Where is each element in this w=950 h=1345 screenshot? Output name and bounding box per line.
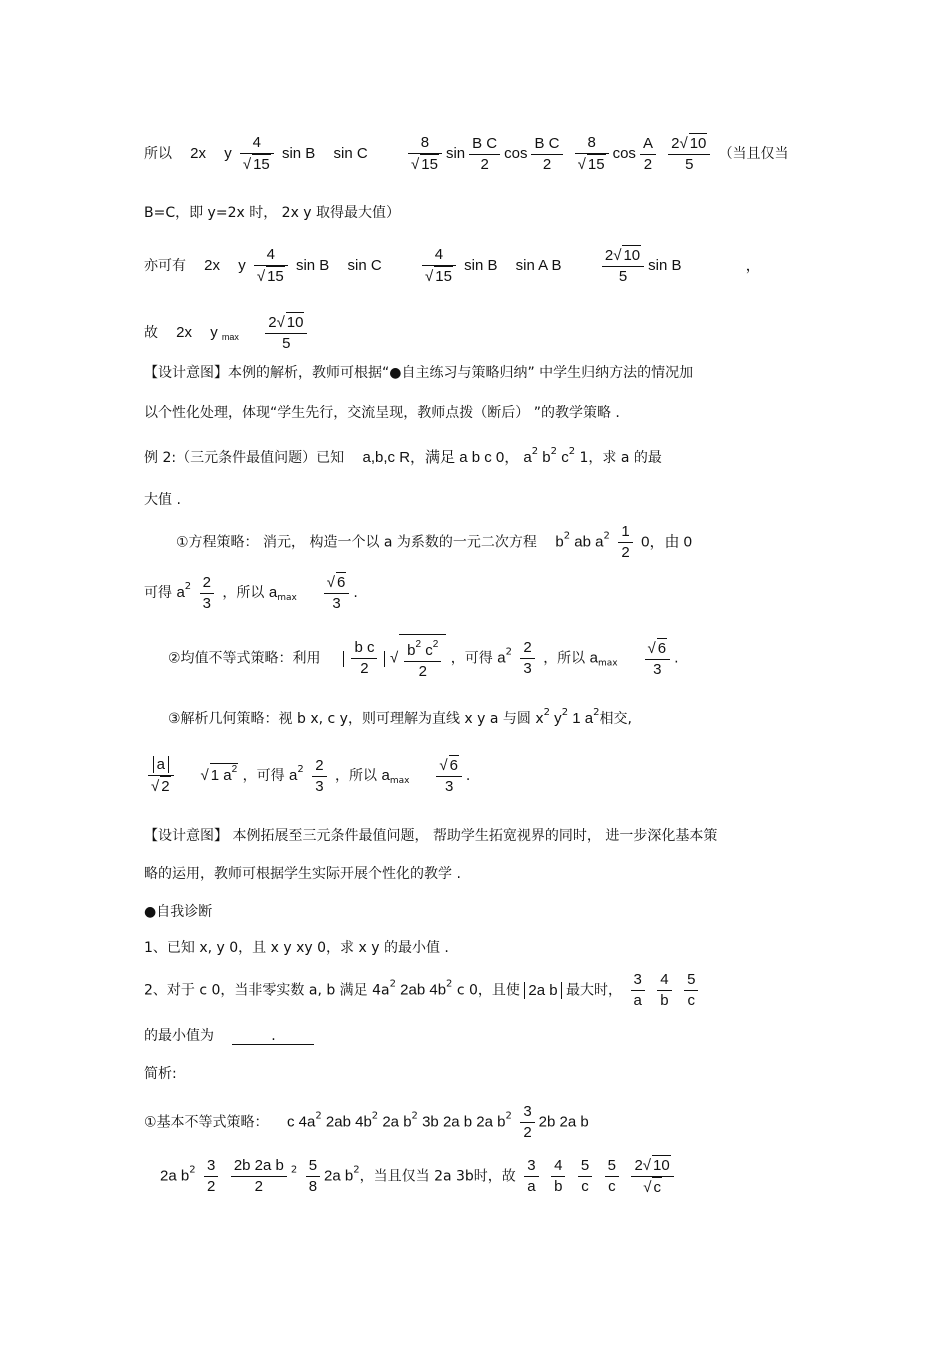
text-line-2: B=C，即 y=2x 时， 2x y 取得最大值） <box>144 205 401 221</box>
fraction: $\frac{4}{b}$ <box>551 1156 565 1197</box>
example-2-heading: 例 2:（三元条件最值问题）已知 a,b,c R，满足 a b c 0， $a^2$ $b^2$ $c^2$ 1，求 a 的最 <box>144 446 662 466</box>
design-intent-1: 【设计意图】本例的解析，教师可根据“●自主练习与策略归纳” 中学生归纳方法的情况加 <box>144 365 694 381</box>
fraction: $\frac{5}{c}$ <box>605 1156 619 1197</box>
fraction: $\frac{\text{B C}}{2}$ <box>531 134 562 175</box>
analytic-geometry-strategy: ③解析几何策略：视 b x, c y，则可理解为直线 x y a 与圆 $x^2$ $y^2$ 1 $a^2$相交, <box>168 707 632 727</box>
fraction: $\frac{4}{√ 15}$ <box>240 133 274 175</box>
basic-inequality-strategy: ①基本不等式策略： c $4a^2$ 2ab $4b^2$ 2a $b^2$ 3b 2a b 2a $b^2$ $\frac{3}{2}$ 2b 2a b <box>144 1103 589 1141</box>
min-value-line: 的最小值为 . <box>144 1025 810 1045</box>
fraction: $\frac{4}{√ 15}$ <box>422 245 456 287</box>
fraction: $\frac{2√ 10}{5}$ <box>668 133 710 175</box>
equation-line-10: 可得 $a^2$ $\frac{2}{3}$ ，所以 $a_{max}$ $\frac{√ 6}{3}$ . <box>144 573 358 612</box>
equation-strategy-1: ①方程策略： 消元， 构造一个以 a 为系数的一元二次方程 $b^2$ ab $a^2$ $\frac{1}{2}$ 0，由 0 <box>176 523 692 561</box>
fraction: $\frac{4}{√ 15}$ <box>254 245 288 287</box>
fraction: $\frac{5}{c}$ <box>684 970 698 1011</box>
answer-blank[interactable]: . <box>232 1028 314 1045</box>
fraction: $\frac{8}{√ 15}$ <box>408 133 442 175</box>
fraction: $\frac{3}{a}$ <box>631 970 645 1011</box>
fraction: $\frac{A}{2}$ <box>640 134 656 175</box>
fraction: $\frac{3}{2}$ <box>520 1102 534 1143</box>
fraction: $\frac{√ 6}{3}$ <box>324 572 350 614</box>
fraction: $\frac{2√ 10}{5}$ <box>265 312 307 354</box>
fraction: $\frac{5}{8}$ <box>306 1156 320 1197</box>
fraction: $\frac{b^2 c^2}{2}$ <box>404 635 441 682</box>
fraction: $\frac{1}{2}$ <box>618 522 632 563</box>
problem-1: 1、已知 x, y 0，且 x y xy 0，求 x y 的最小值 . <box>144 940 449 956</box>
mean-inequality-strategy: ②均值不等式策略：利用 $\frac{\text{b c}}{2}$ √ $\frac{b^2 c^2}{2}$ ，可得 $a^2$ $\frac{2}{3}$ ，所以 $a_{max}$ $\frac{√ 6}{3}$ . <box>168 634 810 682</box>
fraction: $\frac{3}{2}$ <box>204 1156 218 1197</box>
fraction: $\frac{2}{3}$ <box>520 638 534 679</box>
equation-line-1: 所以 2x y $\frac{4}{√ 15}$ sin B sin C $\frac{8}{√ 15}$ sin $\frac{\text{B C}}{2}$ cos $\frac{\text{B C}}{2}$ $\frac{8}{√ 15}$ cos $\frac{A}{2}$ $\frac{2√ 10}{5}$ （当且仅当 <box>144 134 789 173</box>
fraction: $\frac{√ 6}{3}$ <box>645 638 671 680</box>
equation-line-3: 亦可有 2x y $\frac{4}{√ 15}$ sin B sin C $\frac{4}{√ 15}$ sin B sin A B $\frac{2√ 10}{5}$ sin B ， <box>144 246 761 285</box>
fraction: $\frac{a}{√ 2}$ <box>148 755 174 797</box>
fraction: $\frac{3}{a}$ <box>524 1156 538 1197</box>
fraction: $\frac{2}{3}$ <box>200 573 214 614</box>
fraction: $\frac{2√ 10}{√ c}$ <box>631 1155 673 1198</box>
final-equation-line: 2a $b^2$ $\frac{3}{2}$ $\frac{\text{2b 2a b}}{2}$ $^2$ $\frac{5}{8}$ 2a $b^2$，当且仅当 2a 3b时，故 $\frac{3}{a}$ $\frac{4}{b}$ $\frac{5}{c}$ $\frac{5}{c}$ $\frac{2√ 10}{√ c}$ <box>160 1155 830 1198</box>
text-line-8: 大值 . <box>144 492 181 508</box>
design-intent-2: 【设计意图】 本例拓展至三元条件最值问题， 帮助学生拓宽视界的同时， 进一步深化基本策 <box>144 828 718 844</box>
design-intent-2-cont: 略的运用，教师可根据学生实际开展个性化的教学 . <box>144 866 461 882</box>
fraction: $\frac{8}{√ 15}$ <box>575 133 609 175</box>
fraction: $\frac{5}{c}$ <box>578 1156 592 1197</box>
fraction: $\frac{√ 6}{3}$ <box>436 755 462 797</box>
equation-line-13: $\frac{a}{√ 2}$ √ 1 $a^2$ ，可得 $a^2$ $\frac{2}{3}$ ，所以 $a_{max}$ $\frac{√ 6}{3}$ . <box>144 755 810 797</box>
fraction: $\frac{\text{2b 2a b}}{2}$ <box>231 1156 287 1197</box>
fraction: $\frac{2√ 10}{5}$ <box>602 245 644 287</box>
fraction: $\frac{\text{b c}}{2}$ <box>351 638 377 679</box>
fraction: $\frac{\text{B C}}{2}$ <box>469 134 500 175</box>
problem-2: 2、对于 c 0，当非零实数 a, b 满足 $4a^2$ 2ab $4b^2$ c 0，且使 2a b 最大时， $\frac{3}{a}$ $\frac{4}{b}$ $\frac{5}{c}$ <box>144 970 810 1011</box>
brief-analysis-heading: 简析: <box>144 1066 177 1082</box>
design-intent-1-cont: 以个性化处理，体现“学生先行，交流呈现，教师点拨（断后） ”的教学策略 . <box>144 405 620 421</box>
fraction: $\frac{4}{b}$ <box>657 970 671 1011</box>
fraction: $\frac{2}{3}$ <box>312 756 326 797</box>
self-diagnosis-heading: ●自我诊断 <box>144 904 213 920</box>
equation-line-4: 故 2x y $_{max}$ $\frac{2√ 10}{5}$ <box>144 312 810 354</box>
